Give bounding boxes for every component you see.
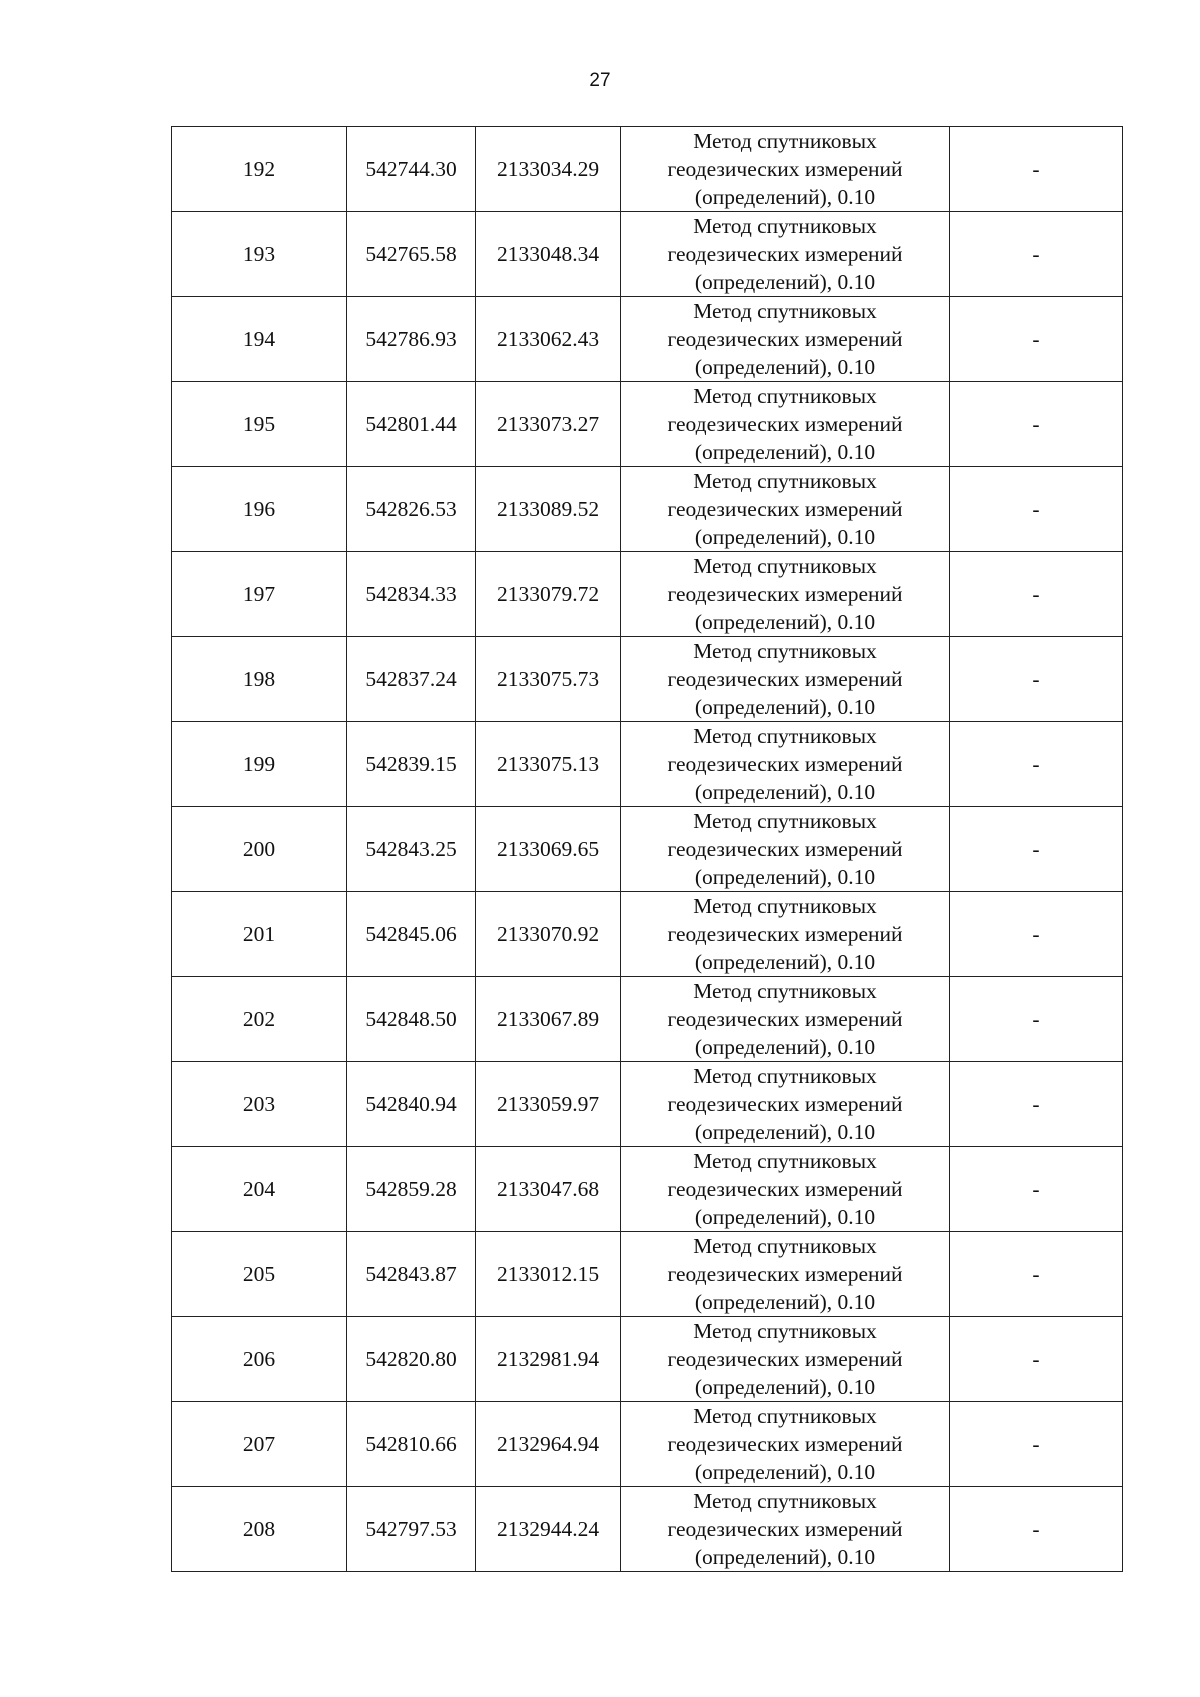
point-number-cell: 196 [172,467,347,552]
table-row [172,637,1123,722]
y-coordinate-cell: 2132944.24 [476,1487,621,1572]
method-line: (определений), 0.10 [694,1375,876,1399]
y-coordinate-cell: 2133048.34 [476,212,621,297]
method-line: Метод спутниковых [693,1149,877,1173]
description-cell: - [950,127,1123,212]
method-line: (определений), 0.10 [694,440,876,464]
x-coordinate-cell: 542840.94 [347,1062,476,1147]
method-line: Метод спутниковых [693,214,877,238]
method-cell [621,1232,950,1317]
description-cell: - [950,722,1123,807]
method-line: (определений), 0.10 [694,865,876,889]
x-coordinate-cell: 542786.93 [347,297,476,382]
table-row [172,1232,1123,1317]
method-line: геодезических измерений [667,582,903,606]
x-coordinate-cell: 542837.24 [347,637,476,722]
table-row [172,892,1123,977]
x-coordinate-cell: 542845.06 [347,892,476,977]
method-line: геодезических измерений [667,837,903,861]
description-cell: - [950,977,1123,1062]
point-number-cell: 208 [172,1487,347,1572]
x-coordinate-cell: 542820.80 [347,1317,476,1402]
x-coordinate-cell: 542801.44 [347,382,476,467]
method-line: Метод спутниковых [693,894,877,918]
method-line: Метод спутниковых [693,1064,877,1088]
point-number-cell: 201 [172,892,347,977]
method-line: геодезических измерений [667,1517,903,1541]
method-line: геодезических измерений [667,327,903,351]
method-line: геодезических измерений [667,1177,903,1201]
description-cell: - [950,892,1123,977]
method-line: (определений), 0.10 [694,1545,876,1569]
method-line: (определений), 0.10 [694,185,876,209]
method-cell [621,127,950,212]
y-coordinate-cell: 2133070.92 [476,892,621,977]
method-line: Метод спутниковых [693,979,877,1003]
method-cell [621,892,950,977]
description-cell: - [950,552,1123,637]
method-line: Метод спутниковых [693,384,877,408]
method-line: геодезических измерений [667,497,903,521]
point-number-cell: 193 [172,212,347,297]
method-line: (определений), 0.10 [694,1035,876,1059]
table-row [172,807,1123,892]
description-cell: - [950,467,1123,552]
y-coordinate-cell: 2133079.72 [476,552,621,637]
method-cell [621,1487,950,1572]
table-row [172,977,1123,1062]
table-row [172,1062,1123,1147]
method-line: геодезических измерений [667,667,903,691]
table-row [172,1487,1123,1572]
table-row [172,552,1123,637]
point-number-cell: 197 [172,552,347,637]
method-line: (определений), 0.10 [694,1290,876,1314]
table-row [172,382,1123,467]
description-cell: - [950,1317,1123,1402]
method-line: геодезических измерений [667,922,903,946]
description-cell: - [950,297,1123,382]
method-line: геодезических измерений [667,157,903,181]
method-line: (определений), 0.10 [694,610,876,634]
x-coordinate-cell: 542859.28 [347,1147,476,1232]
method-cell [621,807,950,892]
point-number-cell: 203 [172,1062,347,1147]
method-cell [621,297,950,382]
coordinates-table [171,126,1123,1572]
method-cell [621,382,950,467]
x-coordinate-cell: 542826.53 [347,467,476,552]
method-line: (определений), 0.10 [694,695,876,719]
y-coordinate-cell: 2133069.65 [476,807,621,892]
method-cell [621,1317,950,1402]
method-line: (определений), 0.10 [694,1460,876,1484]
y-coordinate-cell: 2133034.29 [476,127,621,212]
description-cell: - [950,1147,1123,1232]
point-number-cell: 205 [172,1232,347,1317]
table-row [172,297,1123,382]
method-line: (определений), 0.10 [694,950,876,974]
table-row [172,1147,1123,1232]
x-coordinate-cell: 542843.87 [347,1232,476,1317]
method-cell [621,637,950,722]
method-line: (определений), 0.10 [694,780,876,804]
y-coordinate-cell: 2133089.52 [476,467,621,552]
y-coordinate-cell: 2133075.13 [476,722,621,807]
method-line: геодезических измерений [667,1007,903,1031]
x-coordinate-cell: 542797.53 [347,1487,476,1572]
method-line: геодезических измерений [667,752,903,776]
page-number: 27 [589,70,611,91]
description-cell: - [950,807,1123,892]
method-line: геодезических измерений [667,1262,903,1286]
description-cell: - [950,1487,1123,1572]
method-line: (определений), 0.10 [694,270,876,294]
description-cell: - [950,1402,1123,1487]
point-number-cell: 207 [172,1402,347,1487]
point-number-cell: 198 [172,637,347,722]
y-coordinate-cell: 2133012.15 [476,1232,621,1317]
method-line: Метод спутниковых [693,469,877,493]
description-cell: - [950,212,1123,297]
method-line: Метод спутниковых [693,1489,877,1513]
point-number-cell: 194 [172,297,347,382]
table-row [172,467,1123,552]
method-line: Метод спутниковых [693,129,877,153]
y-coordinate-cell: 2133059.97 [476,1062,621,1147]
method-cell [621,977,950,1062]
x-coordinate-cell: 542810.66 [347,1402,476,1487]
method-line: Метод спутниковых [693,809,877,833]
method-line: Метод спутниковых [693,639,877,663]
y-coordinate-cell: 2133073.27 [476,382,621,467]
y-coordinate-cell: 2133062.43 [476,297,621,382]
y-coordinate-cell: 2132964.94 [476,1402,621,1487]
method-cell [621,212,950,297]
point-number-cell: 195 [172,382,347,467]
point-number-cell: 202 [172,977,347,1062]
y-coordinate-cell: 2132981.94 [476,1317,621,1402]
y-coordinate-cell: 2133075.73 [476,637,621,722]
method-cell [621,722,950,807]
method-cell [621,1062,950,1147]
y-coordinate-cell: 2133067.89 [476,977,621,1062]
method-line: Метод спутниковых [693,1404,877,1428]
method-line: геодезических измерений [667,1347,903,1371]
description-cell: - [950,382,1123,467]
table-row [172,127,1123,212]
y-coordinate-cell: 2133047.68 [476,1147,621,1232]
x-coordinate-cell: 542839.15 [347,722,476,807]
method-line: геодезических измерений [667,1092,903,1116]
method-cell [621,1147,950,1232]
method-line: геодезических измерений [667,412,903,436]
method-cell [621,1402,950,1487]
method-line: Метод спутниковых [693,1319,877,1343]
point-number-cell: 204 [172,1147,347,1232]
method-line: Метод спутниковых [693,554,877,578]
method-line: геодезических измерений [667,242,903,266]
method-line: (определений), 0.10 [694,525,876,549]
coordinates-table-body [172,127,1123,1572]
table-row [172,212,1123,297]
method-line: (определений), 0.10 [694,355,876,379]
table-row [172,1402,1123,1487]
method-line: (определений), 0.10 [694,1205,876,1229]
x-coordinate-cell: 542843.25 [347,807,476,892]
point-number-cell: 192 [172,127,347,212]
method-line: геодезических измерений [667,1432,903,1456]
x-coordinate-cell: 542744.30 [347,127,476,212]
method-line: Метод спутниковых [693,1234,877,1258]
description-cell: - [950,1232,1123,1317]
x-coordinate-cell: 542765.58 [347,212,476,297]
description-cell: - [950,637,1123,722]
method-line: Метод спутниковых [693,299,877,323]
method-line: Метод спутниковых [693,724,877,748]
method-line: (определений), 0.10 [694,1120,876,1144]
description-cell: - [950,1062,1123,1147]
point-number-cell: 200 [172,807,347,892]
method-cell [621,467,950,552]
method-cell [621,552,950,637]
point-number-cell: 206 [172,1317,347,1402]
x-coordinate-cell: 542834.33 [347,552,476,637]
table-row [172,722,1123,807]
x-coordinate-cell: 542848.50 [347,977,476,1062]
table-row [172,1317,1123,1402]
point-number-cell: 199 [172,722,347,807]
